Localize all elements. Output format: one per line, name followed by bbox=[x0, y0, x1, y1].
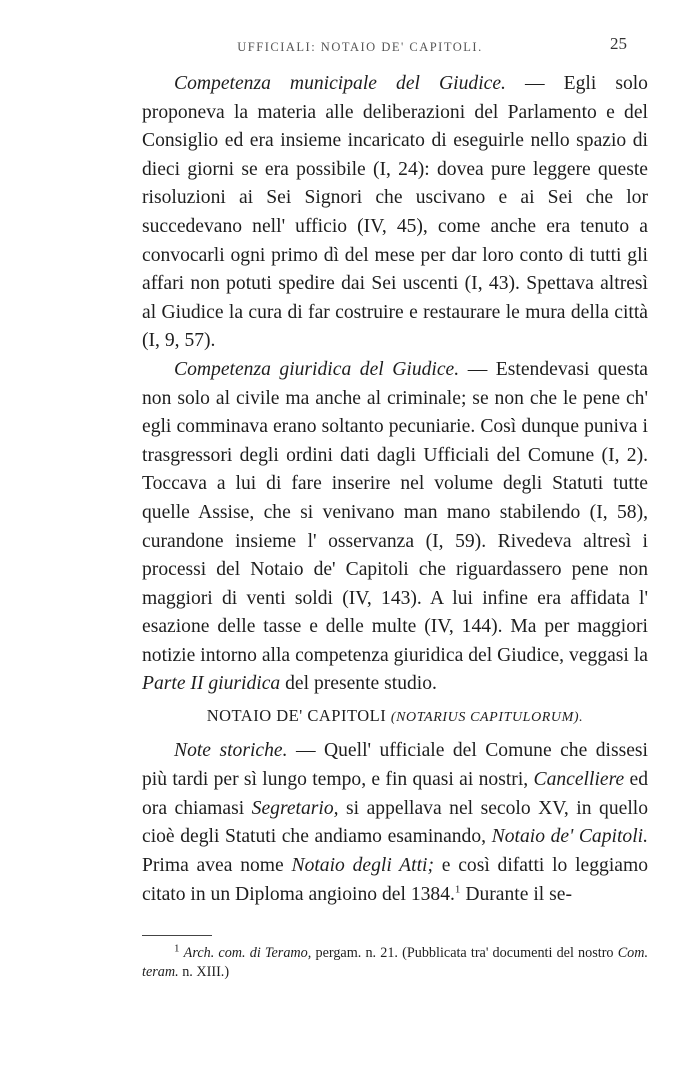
cross-reference: Parte II giuridica bbox=[142, 673, 281, 695]
paragraph-text: si appellava nel secolo XV, in quello cioè degli Statuti che andiamo esaminando, bbox=[142, 797, 649, 848]
footnote-italic: Com. teram. bbox=[142, 945, 649, 980]
paragraph-competenza-municipale bbox=[142, 70, 648, 356]
paragraph-text: ed ora chiamasi bbox=[142, 768, 649, 819]
paragraph-text: Prima avea nome bbox=[142, 855, 284, 877]
paragraph-text: del presente studio. bbox=[285, 673, 437, 695]
footnote-text: pergam. n. 21. (Pubblicata tra' documenti del nostro bbox=[315, 945, 614, 961]
paragraph-text: Durante il se- bbox=[465, 883, 572, 905]
running-head: UFFICIALI: NOTAIO DE' CAPITOLI. bbox=[237, 40, 483, 54]
footnote-mark: 1 bbox=[174, 942, 180, 955]
footnote-italic: Arch. com. di Teramo, bbox=[183, 945, 312, 961]
paragraph-text: — Quell' ufficiale del Comune che dissesi più tardi per sì lungo tempo, e fin quasi ai nostri, bbox=[142, 740, 648, 790]
section-heading-note-storiche: Note storiche. bbox=[174, 740, 288, 761]
italic-term: Cancelliere bbox=[533, 768, 625, 790]
footnote-separator bbox=[142, 935, 212, 936]
italic-term: Segretario, bbox=[251, 797, 339, 819]
page-number: 25 bbox=[610, 34, 627, 53]
paragraph-note-storiche bbox=[142, 737, 648, 910]
note-storiche-block bbox=[142, 737, 648, 910]
footnote bbox=[142, 944, 648, 982]
paragraph-competenza-giuridica bbox=[142, 356, 648, 699]
chapter-title: NOTAIO DE' CAPITOLI bbox=[206, 706, 387, 725]
paragraph-text: e così difatti lo leggiamo citato in un Diploma angioino del 1384. bbox=[142, 855, 648, 905]
italic-term: Notaio de' Capitoli. bbox=[491, 826, 648, 848]
section-heading-giuridica: Competenza giuridica del Giudice. bbox=[174, 358, 460, 380]
italic-term: Notaio degli Atti; bbox=[291, 855, 435, 877]
main-text-block bbox=[142, 70, 648, 699]
section-heading-municipale: Competenza municipale del Giudice. bbox=[174, 73, 506, 94]
chapter-heading bbox=[142, 706, 648, 726]
footnote-reference[interactable]: 1 bbox=[454, 883, 461, 896]
chapter-latin-title: (NOTARIUS CAPITULORUM). bbox=[390, 710, 584, 725]
paragraph-text: — Egli solo proponeva la materia alle deliberazioni del Parlamento e del Consiglio ed era insieme incaricato di eseguirle nello spazio di dieci giorni se era possibile (I, 24): dovea pure leggere queste risoluzioni ai Sei Signori che uscivano e ai Sei che lor succedevano nell' ufficio (IV, 45), come anche era tenuto a convocarli ogni primo dì del mese per dar loro conto di tutti gli affari non potuti spedire dai Sei uscenti (I, 43). Spettava altresì al Giudice la cura di far costruire e restaurare le mura della città (I, 9, 57). bbox=[142, 73, 648, 352]
paragraph-text: — Estendevasi questa non solo al civile ma anche al criminale; se non che le pene ch' egli comminava erano soltanto pecuniarie. Così dunque puniva i trasgressori degli ordini dati dagli Ufficiali del Comune (I, 2). Toccava a lui di fare inserire nel volume degli Statuti tutte quelle Assise, che si venivano man mano stabilendo (I, 58), curandone insieme l' osservanza (I, 59). Rivedeva altresì i processi del Notaio de' Capitoli che riguardassero pene non maggiori di venti soldi (IV, 143). A lui infine era affidata l' esazione delle tasse e delle multe (IV, 144). Ma per maggiori notizie intorno alla competenza giuridica del Giudice, veggasi la bbox=[142, 358, 648, 666]
footnote-text: n. XIII.) bbox=[182, 964, 230, 980]
